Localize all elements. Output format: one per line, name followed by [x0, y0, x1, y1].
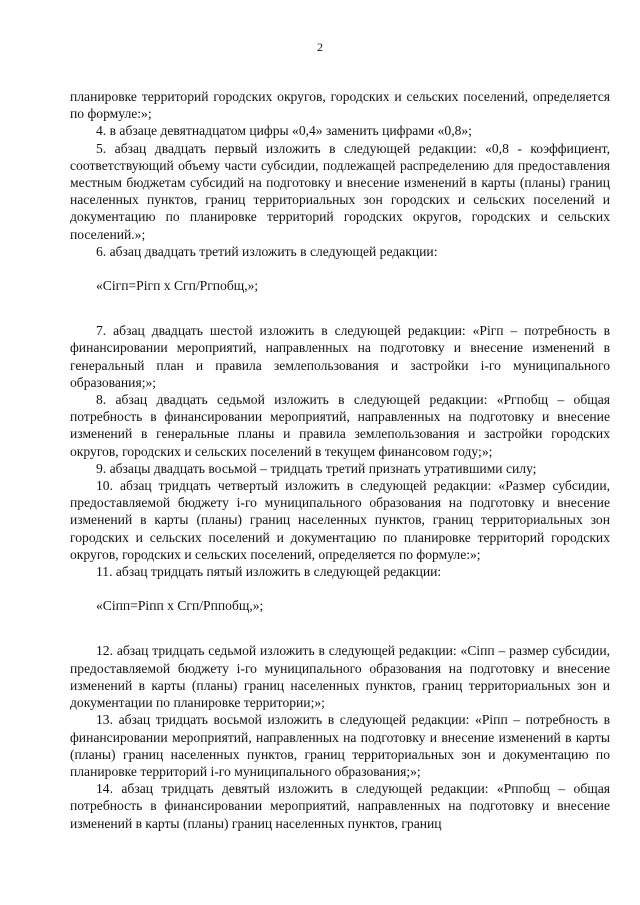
- paragraph-item-14: 14. абзац тридцать девятый изложить в следующей редакции: «Pппобщ – общая потребность в финансировании мероприятий, направленных на подготовку и внесение изменений в карты (планы) границ населенных пунктов, границ: [70, 781, 610, 831]
- paragraph-item-9: 9. абзацы двадцать восьмой – тридцать третий признать утратившими силу;: [96, 460, 537, 476]
- page-number: 2: [317, 40, 323, 54]
- formula-cipp: «Cіпп=Pіпп х Сгп/Pппобщ,»;: [96, 598, 264, 614]
- paragraph-item-6: 6. абзац двадцать третий изложить в следующей редакции:: [96, 243, 438, 259]
- paragraph-item-7: 7. абзац двадцать шестой изложить в следующей редакции: «Pігп – потребность в финансировании мероприятий, направленных на подготовку и внесение изменений в генеральный план и правила землепользования и застройки i-го муниципального образования;»;: [70, 323, 610, 390]
- paragraph-item-13: 13. абзац тридцать восьмой изложить в следующей редакции: «Pіпп – потребность в финансировании мероприятий, направленных на подготовку и внесение изменений в карты (планы) границ населенных пунктов, границ территориальных зон и документацию по планировке территорий i-го муниципального образования;»;: [70, 712, 610, 779]
- paragraph-item-8: 8. абзац двадцать седьмой изложить в следующей редакции: «Pгпобщ – общая потребность в финансировании мероприятий, направленных на подготовку и внесение изменений в генеральные планы и правила землепользования и застройки городских округов, городских и сельских поселений в текущем финансовом году;»;: [70, 392, 610, 459]
- document-body: [70, 88, 610, 832]
- paragraph-item-4: 4. в абзаце девятнадцатом цифры «0,4» заменить цифрами «0,8»;: [96, 123, 472, 139]
- paragraph-item-10: 10. абзац тридцать четвертый изложить в следующей редакции: «Размер субсидии, предоставляемой бюджету i-го муниципального образования на подготовку и внесение изменений в карты (планы) границ населенных пунктов, границ территориальных зон городских и сельских поселений и документацию по планировке территорий городских округов, городских и сельских поселений, определяется по формуле:»;: [70, 478, 610, 562]
- paragraph-item-5: 5. абзац двадцать первый изложить в следующей редакции: «0,8 - коэффициент, соответствующий объему части субсидии, подлежащей распределению для предоставления местным бюджетам субсидий на подготовку и внесение изменений в карты (планы) границ населенных пунктов, границ территориальных зон городских и сельских поселений и документацию по планировке территорий городских округов, городских и сельских поселений.»;: [70, 140, 610, 242]
- paragraph-continuation: планировке территорий городских округов, городских и сельских поселений, определяется по формуле:»;: [70, 89, 610, 122]
- paragraph-item-12: 12. абзац тридцать седьмой изложить в следующей редакции: «Cіпп – размер субсидии, предоставляемой бюджету i-го муниципального образования на подготовку и внесение изменений в карты (планы) границ населенных пунктов, границ территориальных зон и документации по планировке территории;»;: [70, 643, 610, 711]
- paragraph-item-11: 11. абзац тридцать пятый изложить в следующей редакции:: [96, 564, 442, 580]
- formula-cigp: «Cігп=Pігп х Сгп/Pгпобщ,»;: [96, 278, 259, 294]
